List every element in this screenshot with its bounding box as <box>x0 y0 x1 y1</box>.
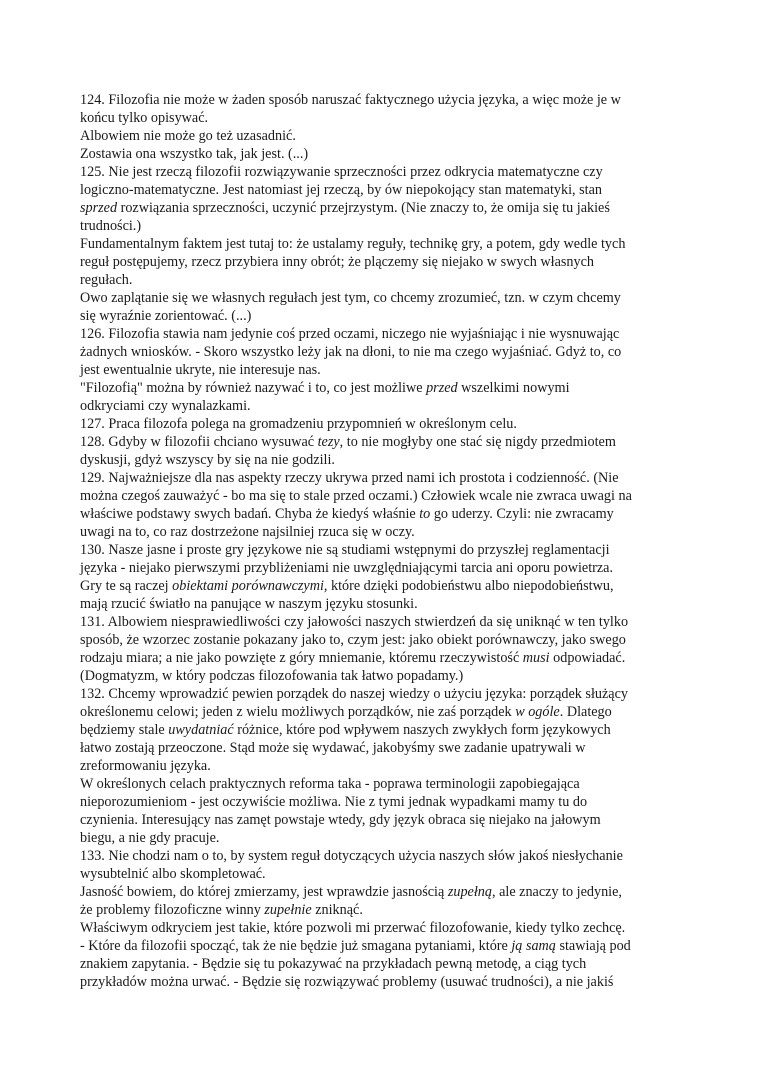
text-run: sposób, że wzorzec zostanie pokazany jako to, czym jest: jako obiekt porównawczy, jako swego <box>80 632 626 648</box>
italic-text: sprzed <box>80 200 118 216</box>
text-line <box>80 721 686 739</box>
text-run: rodzaju miara; a nie jako powzięte z góry mniemanie, któremu rzeczywistość <box>80 650 523 666</box>
italic-text: zupełnie <box>264 902 312 918</box>
text-line <box>80 919 686 937</box>
text-line <box>80 199 686 217</box>
text-run: 133. Nie chodzi nam o to, by system reguł dotyczących użycia naszych słów jakoś niesłychanie <box>80 848 623 864</box>
text-line <box>80 379 686 397</box>
text-line <box>80 955 686 973</box>
text-line <box>80 577 686 595</box>
text-line <box>80 847 686 865</box>
text-line <box>80 397 686 415</box>
text-run: 130. Nasze jasne i proste gry językowe nie są studiami wstępnymi do przyszłej reglamentacji <box>80 542 610 558</box>
text-line <box>80 91 686 109</box>
text-run: , to nie mogłyby one stać się nigdy przedmiotem <box>339 434 616 450</box>
text-run: wysubtelnić albo skompletować. <box>80 866 266 882</box>
text-line <box>80 667 686 685</box>
text-line <box>80 541 686 559</box>
text-run: trudności.) <box>80 218 142 234</box>
text-run: różnice, które pod wpływem naszych zwykłych form językowych <box>233 722 611 738</box>
text-run: że problemy filozoficzne winny <box>80 902 265 918</box>
text-line <box>80 325 686 343</box>
text-run: czynienia. Interesujący nas zamęt powstaje wtedy, gdy język obraca się niejako na jałowym <box>80 812 601 828</box>
text-run: biegu, a nie gdy pracuje. <box>80 830 220 846</box>
text-run: , ale znaczy to jedynie, <box>491 884 622 900</box>
text-line <box>80 685 686 703</box>
text-run: 127. Praca filozofa polega na gromadzeniu przypomnień w określonym celu. <box>80 416 517 432</box>
text-run: (Dogmatyzm, w który podczas filozofowania tak łatwo popadamy.) <box>80 668 464 684</box>
text-line <box>80 127 686 145</box>
text-run: Fundamentalnym faktem jest tutaj to: że ustalamy reguły, technikę gry, a potem, gdy wedle tych <box>80 236 626 252</box>
text-line <box>80 937 686 955</box>
text-line <box>80 343 686 361</box>
italic-text: zupełną <box>447 884 492 900</box>
italic-text: obiektami porównawczymi <box>172 578 324 594</box>
text-run: 125. Nie jest rzeczą filozofii rozwiązywanie sprzeczności przez odkrycia matematyczne czy <box>80 164 603 180</box>
italic-text: przed <box>426 380 458 396</box>
text-run: się wyraźnie zorientować. (...) <box>80 308 252 324</box>
text-run: W określonych celach praktycznych reforma taka - poprawa terminologii zapobiegająca <box>80 776 580 792</box>
text-run: zniknąć. <box>311 902 363 918</box>
text-line <box>80 901 686 919</box>
text-run: końcu tylko opisywać. <box>80 110 209 126</box>
text-line <box>80 613 686 631</box>
text-line <box>80 307 686 325</box>
text-run: 128. Gdyby w filozofii chciano wysuwać <box>80 434 318 450</box>
text-line <box>80 109 686 127</box>
text-run: znakiem zapytania. - Będzie się tu pokazywać na przykładach pewną metodę, a ciąg tych <box>80 956 587 972</box>
text-run: Właściwym odkryciem jest takie, które pozwoli mi przerwać filozofowanie, kiedy tylko zechcę. <box>80 920 626 936</box>
text-line <box>80 217 686 235</box>
text-run: Jasność bowiem, do której zmierzamy, jest wprawdzie jasnością <box>80 884 448 900</box>
text-line <box>80 451 686 469</box>
text-run: żadnych wniosków. - Skoro wszystko leży jak na dłoni, to nie ma czego wyjaśniać. Gdyż to, co <box>80 344 622 360</box>
italic-text: w ogóle <box>515 704 560 720</box>
text-run: "Filozofią" można by również nazywać i to, co jest możliwe <box>80 380 427 396</box>
text-run: Zostawia ona wszystko tak, jak jest. (...) <box>80 146 309 162</box>
text-run: 124. Filozofia nie może w żaden sposób naruszać faktycznego użycia języka, a więc może je w <box>80 92 621 108</box>
text-line <box>80 973 686 991</box>
text-run: - Które da filozofii spocząć, tak że nie będzie już smagana pytaniami, które <box>80 938 512 954</box>
text-line <box>80 145 686 163</box>
text-line <box>80 703 686 721</box>
text-line <box>80 289 686 307</box>
italic-text: musi <box>522 650 550 666</box>
text-run: 131. Albowiem niesprawiedliwości czy jałowości naszych stwierdzeń da się uniknąć w ten tylko <box>80 614 629 630</box>
text-run: wszelkimi nowymi <box>457 380 570 396</box>
text-run: odkryciami czy wynalazkami. <box>80 398 251 414</box>
text-run: jest ewentualnie ukryte, nie interesuje nas. <box>80 362 321 378</box>
text-run: , które dzięki podobieństwu albo niepodobieństwu, <box>323 578 614 594</box>
italic-text: to <box>419 506 431 522</box>
text-run: można czegoś zauważyć - bo ma się to stale przed oczami.) Człowiek wcale nie zwraca uwagi na <box>80 488 632 504</box>
text-line <box>80 487 686 505</box>
text-run: go uderzy. Czyli: nie zwracamy <box>430 506 614 522</box>
text-line <box>80 415 686 433</box>
text-line <box>80 757 686 775</box>
text-run: określonemu celowi; jeden z wielu możliwych porządków, nie zaś porządek <box>80 704 516 720</box>
text-run: właściwe podstawy swych badań. Chyba że kiedyś właśnie <box>80 506 420 522</box>
italic-text: tezy <box>317 434 340 450</box>
text-run: zreformowaniu języka. <box>80 758 211 774</box>
text-run: regułach. <box>80 272 133 288</box>
text-run: stawiają pod <box>555 938 631 954</box>
text-run: uwagi na to, co raz dostrzeżone najsilniej rzuca się w oczy. <box>80 524 415 540</box>
text-line <box>80 523 686 541</box>
text-line <box>80 811 686 829</box>
text-run: logiczno-matematyczne. Jest natomiast jej rzeczą, by ów niepokojący stan matematyki, stan <box>80 182 602 198</box>
text-run: odpowiadać. <box>549 650 626 666</box>
text-line <box>80 505 686 523</box>
text-run: reguł postępujemy, rzecz przybiera inny obrót; że plączemy się niejako w swych własnych <box>80 254 594 270</box>
text-line <box>80 235 686 253</box>
text-line <box>80 271 686 289</box>
text-line <box>80 433 686 451</box>
text-run: 126. Filozofia stawia nam jedynie coś przed oczami, niczego nie wyjaśniając i nie wysnuwając <box>80 326 620 342</box>
text-line <box>80 163 686 181</box>
text-line <box>80 253 686 271</box>
text-run: nieporozumieniom - jest oczywiście możliwa. Nie z tymi jednak wypadkami mamy tu do <box>80 794 588 810</box>
text-run: 132. Chcemy wprowadzić pewien porządek do naszej wiedzy o użyciu języka: porządek służący <box>80 686 628 702</box>
text-run: 129. Najważniejsze dla nas aspekty rzeczy ukrywa przed nami ich prostota i codzienność. (Nie <box>80 470 619 486</box>
text-run: dyskusji, gdyż wszyscy by się na nie godzili. <box>80 452 335 468</box>
text-run: łatwo zostają przeoczone. Stąd może się wydawać, jakobyśmy swe zadanie upatrywali w <box>80 740 586 756</box>
text-run: Gry te są raczej <box>80 578 173 594</box>
text-line <box>80 649 686 667</box>
text-line <box>80 739 686 757</box>
text-line <box>80 793 686 811</box>
text-run: mają rzucić światło na panujące w naszym języku stosunki. <box>80 596 418 612</box>
text-line <box>80 865 686 883</box>
italic-text: uwydatniać <box>168 722 234 738</box>
text-run: . Dlatego <box>559 704 612 720</box>
text-line <box>80 469 686 487</box>
text-line <box>80 631 686 649</box>
text-line <box>80 829 686 847</box>
text-line <box>80 775 686 793</box>
text-run: Owo zaplątanie się we własnych regułach jest tym, co chcemy zrozumieć, tzn. w czym chcemy <box>80 290 621 306</box>
text-line <box>80 181 686 199</box>
text-line <box>80 361 686 379</box>
text-run: Albowiem nie może go też uzasadnić. <box>80 128 296 144</box>
text-line <box>80 883 686 901</box>
italic-text: ją samą <box>511 938 556 954</box>
text-run: języka - niejako pierwszymi przybliżeniami nie uwzględniającymi tarcia ani oporu powietrza. <box>80 560 614 576</box>
text-line <box>80 559 686 577</box>
text-line <box>80 595 686 613</box>
document-body <box>80 91 686 991</box>
text-run: przykładów można urwać. - Będzie się rozwiązywać problemy (usuwać trudności), a nie jakiś <box>80 974 614 990</box>
text-run: będziemy stale <box>80 722 169 738</box>
text-run: rozwiązania sprzeczności, uczynić przejrzystym. (Nie znaczy to, że omija się tu jakieś <box>117 200 610 216</box>
